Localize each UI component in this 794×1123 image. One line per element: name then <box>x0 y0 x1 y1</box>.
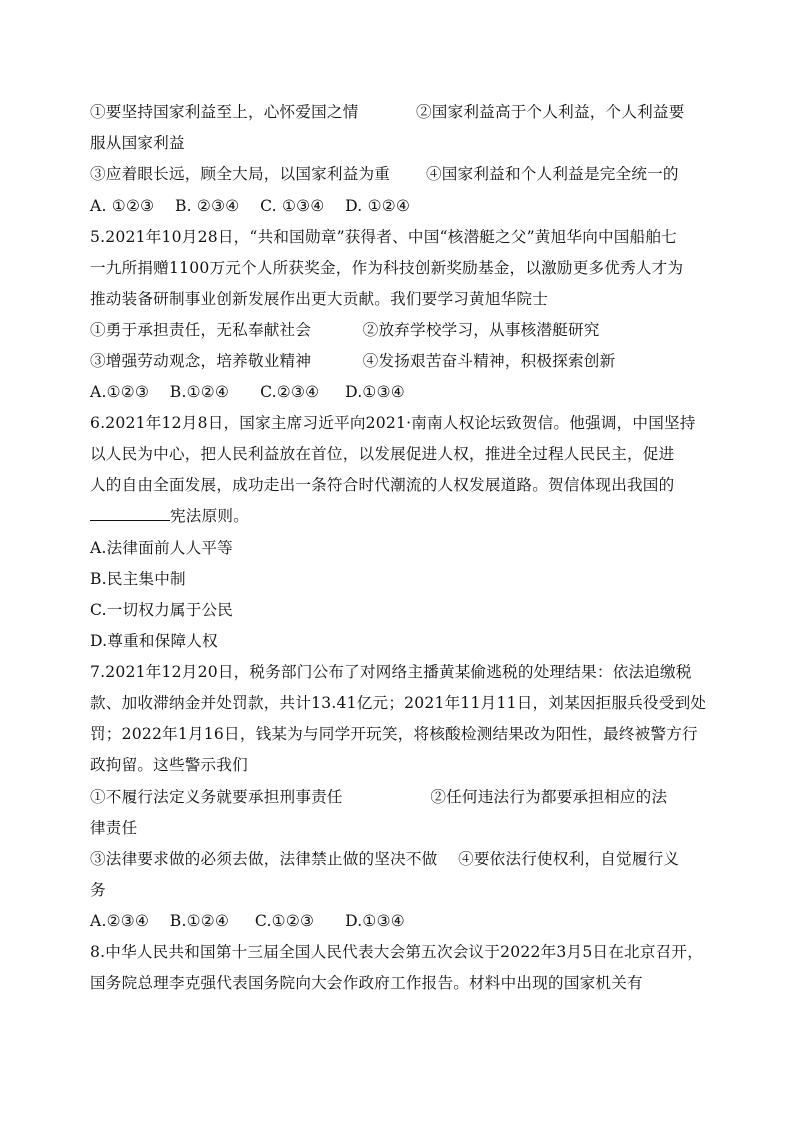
q4-option-2: ②国家利益高于个人利益，个人利益要 <box>416 103 685 121</box>
q7-choices: A.②③④ B.①②④ C.①②③ D.①③④ <box>90 912 405 930</box>
answer-blank <box>90 506 170 521</box>
q6-stem-line-2: 以人民为中心，把人民利益放在首位，以发展促进人权，推进全过程人民民主，促进 <box>90 445 675 463</box>
q4-option-3: ③应着眼长远，顾全大局，以国家利益为重 <box>90 165 391 183</box>
q7-stem-line-4: 政拘留。这些警示我们 <box>90 756 248 774</box>
q6-stem-tail: 宪法原则。 <box>170 507 249 525</box>
q4-option-2-cont: 服从国家利益 <box>90 134 185 152</box>
q5-options-3-4: ③增强劳动观念，培养敬业精神 ④发扬艰苦奋斗精神，积极探索创新 <box>90 352 616 370</box>
q6-stem-line-3: 人的自由全面发展，成功走出一条符合时代潮流的人权发展道路。贺信体现出我国的 <box>90 476 675 494</box>
q7-options-3-4: ③法律要求做的必须去做，法律禁止做的坚决不做 ④要依法行使权利，自觉履行义 <box>90 850 680 868</box>
q6-option-a: A.法律面前人人平等 <box>90 539 233 557</box>
q4-choices: A. ①②③ B. ②③④ C. ①③④ D. ①②④ <box>90 197 411 215</box>
q5-options-1-2: ①勇于承担责任，无私奉献社会 ②放弃学校学习，从事核潜艇研究 <box>90 321 600 339</box>
q7-stem-line-3: 罚；2022年1月16日，钱某为与同学开玩笑，将核酸检测结果改为阳性，最终被警方行 <box>90 725 698 743</box>
q6-option-b: B.民主集中制 <box>90 570 186 588</box>
q5-stem-line-2: 一九所捐赠1100万元个人所获奖金，作为科技创新奖励基金，以激励更多优秀人才为 <box>90 259 684 277</box>
q7-stem-line-1: 7.2021年12月20日，税务部门公布了对网络主播黄某偷逃税的处理结果：依法追缴税 <box>90 663 692 681</box>
q4-option-1: ①要坚持国家利益至上，心怀爱国之情 <box>90 103 359 121</box>
q5-stem-line-1: 5.2021年10月28日，“共和国勋章”获得者、中国“核潜艇之父”黄旭华向中国船舶七 <box>90 228 677 246</box>
q6-stem-line-4 <box>90 506 249 526</box>
q4-option-4: ④国家利益和个人利益是完全统一的 <box>426 165 679 183</box>
q5-stem-line-3: 推动装备研制事业创新发展作出更大贡献。我们要学习黄旭华院士 <box>90 290 549 308</box>
q7-option-4-cont: 务 <box>90 881 106 899</box>
q7-options-1-2: ①不履行法定义务就要承担刑事责任 ②任何违法行为都要承担相应的法 <box>90 788 668 806</box>
q6-option-d: D.尊重和保障人权 <box>90 632 218 650</box>
q6-stem-line-1: 6.2021年12月8日，国家主席习近平向2021·南南人权论坛致贺信。他强调，中国坚持 <box>90 414 696 432</box>
q7-option-2-cont: 律责任 <box>90 819 138 837</box>
q7-stem-line-2: 款、加收滞纳金并处罚款，共计13.41亿元；2021年11月11日，刘某因拒服兵役受到处 <box>90 694 707 712</box>
q6-option-c: C.一切权力属于公民 <box>90 601 234 619</box>
q5-choices: A.①②③ B.①②④ C.②③④ D.①③④ <box>90 383 405 401</box>
q8-stem-line-1: 8.中华人民共和国第十三届全国人民代表大会第五次会议于2022年3月5日在北京召开， <box>90 943 703 961</box>
q8-stem-line-2: 国务院总理李克强代表国务院向大会作政府工作报告。材料中出现的国家机关有 <box>90 974 643 992</box>
